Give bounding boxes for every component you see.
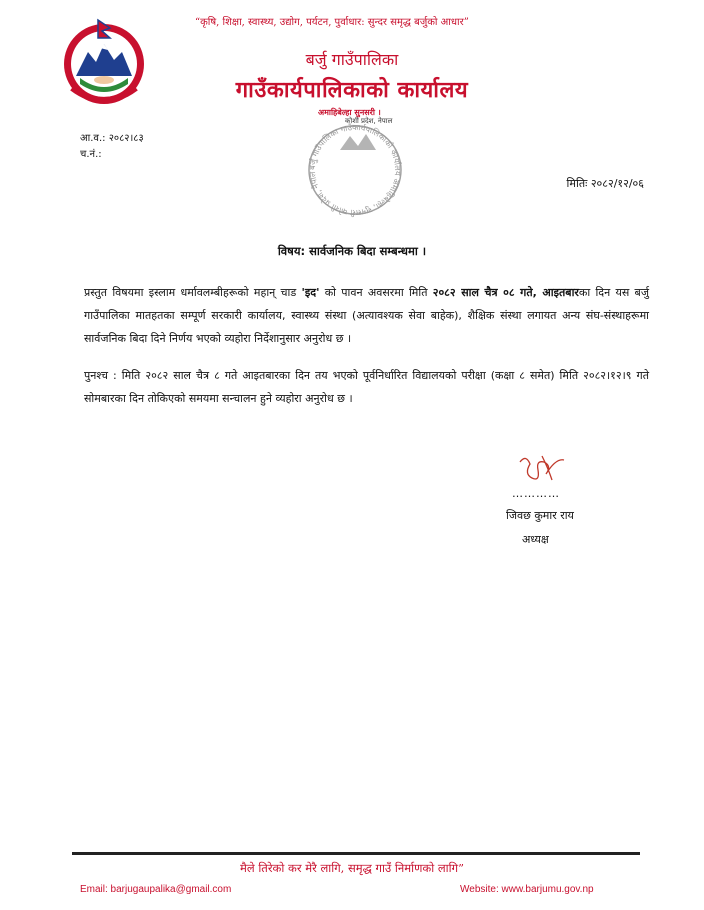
festival-name: 'इद'	[301, 286, 320, 299]
reference-number-label: च.नं.:	[80, 149, 102, 160]
letter-paragraph-1	[84, 281, 649, 350]
p1-text-b: को पावन अवसरमा मिति	[319, 286, 433, 299]
signer-title: अध्यक्ष	[522, 533, 549, 546]
province: कोशी प्रदेश, नेपाल	[345, 117, 393, 125]
signer-name: जिवछ कुमार राय	[506, 509, 574, 522]
letter-paragraph-2: पुनश्च : मिति २०८२ साल चैत्र ८ गते आइतबारका दिन तय भएको पूर्वनिर्धारित विद्यालयको परीक्षा (कक्षा ८ समेत) मिति २०८२।१२।९ गते सोमबारका दिन तोकिएको समयमा सन्चालन हुने व्यहोरा अनुरोध छ ।	[84, 369, 649, 405]
footer-email[interactable]: Email: barjugaupalika@gmail.com	[80, 884, 232, 895]
official-stamp-icon	[300, 120, 410, 224]
address: अमाहिबेल्हा सुनसरी ।	[318, 108, 381, 117]
p1-text-c: का दिन यस बर्जु गाउँपालिका मातहतका सम्पूर्ण सरकारी कार्यालय, स्वास्थ्य संस्था (अत्यावश्यक सेवा बाहेक), शैक्षिक संस्था लगायत अन्य संघ-संस्थाहरूमा सार्वजनिक बिदा दिने निर्णय भएको व्यहोरा निर्देशानुसार अनुरोध छ ।	[84, 286, 650, 345]
reference-number	[80, 146, 102, 160]
footer-slogan: मैले तिरेको कर मेरै लागि, समृद्ध गाउँ निर्माणको लागि”	[239, 861, 464, 875]
signature-line: …………	[512, 487, 560, 500]
footer-divider	[72, 852, 640, 855]
holiday-date: २०८२ साल चैत्र ०८ गते, आइतबार	[432, 286, 579, 299]
letter-date	[567, 176, 644, 191]
footer-website[interactable]: Website: www.barjumu.gov.np	[460, 884, 594, 895]
letter-subject: विषय: सार्वजनिक बिदा सम्बन्धमा ।	[277, 244, 427, 258]
fiscal-year-label: आ.व.:	[80, 133, 106, 144]
fiscal-year	[80, 130, 144, 144]
date-label: मितिः	[566, 177, 588, 190]
date-value: २०८२/१२/०६	[590, 177, 644, 190]
handwritten-signature-icon	[512, 452, 572, 490]
motto: “कृषि, शिक्षा, स्वास्थ्य, उद्योग, पर्यटन, पुर्वाधार: सुन्दर समृद्ध बर्जुको आधार”	[195, 17, 469, 28]
p1-text-a: प्रस्तुत विषयमा इस्लाम धर्मावलम्बीहरूको महान् चाड	[84, 286, 302, 299]
fiscal-year-value: २०८२।८३	[108, 133, 144, 144]
svg-text:बर्जु गाउँपालिका गाउँकार्यपालि	[307, 122, 403, 218]
municipality-name: बर्जु गाउँपालिका	[305, 50, 399, 69]
stamp-ring-text: बर्जु गाउँपालिका गाउँकार्यपालिकाको कार्यालय अमाहिबेल्हा, सुनसरी कोशी प्रदेश, नेपाल	[307, 122, 403, 218]
office-name: गाउँकार्यपालिकाको कार्यालय	[235, 77, 469, 103]
